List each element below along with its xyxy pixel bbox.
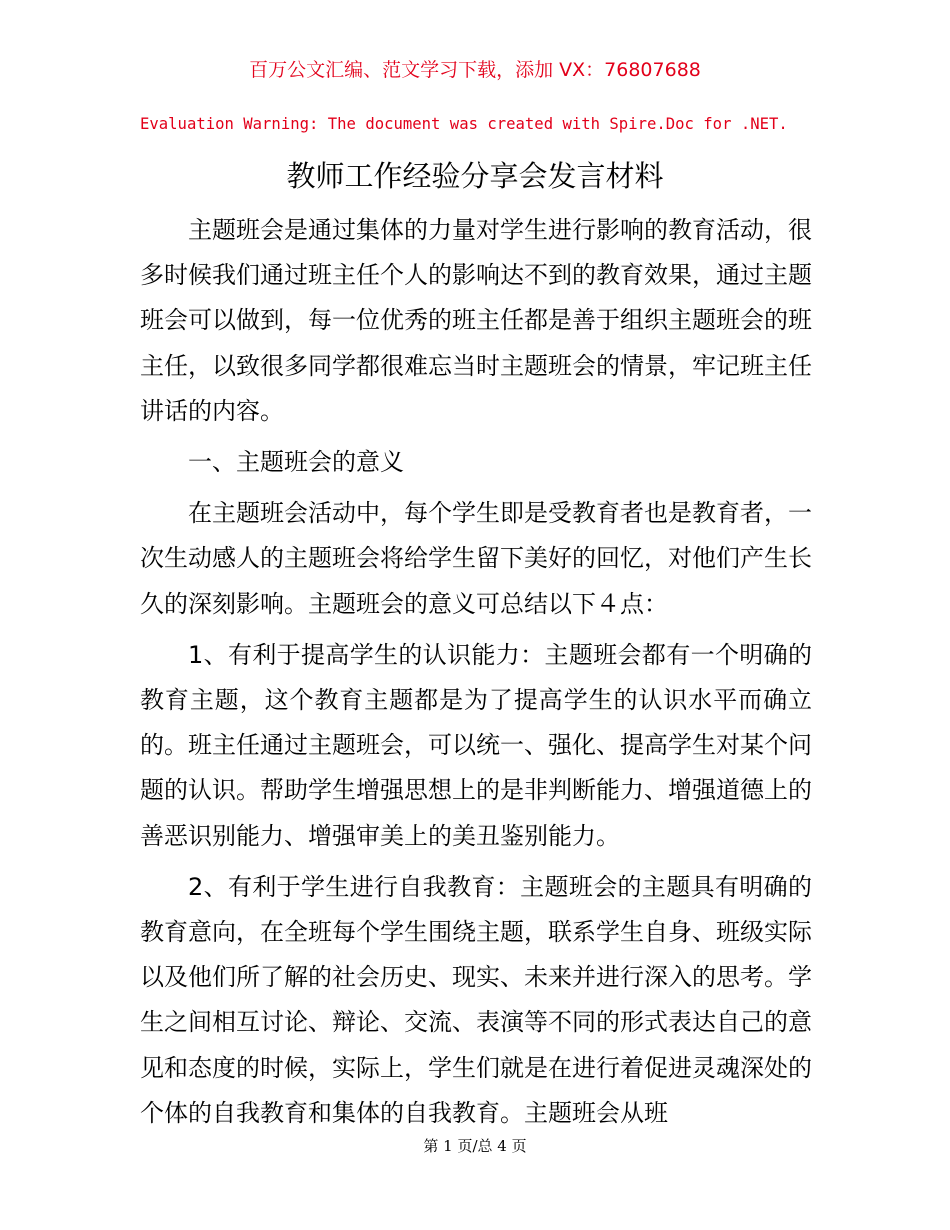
document-title: 教师工作经验分享会发言材料 <box>286 159 664 193</box>
document-body <box>140 208 812 1142</box>
paragraph-point-2: 2、有利于学生进行自我教育：主题班会的主题具有明确的教育意向，在全班每个学生围绕主题，联系学生自身、班级实际以及他们所了解的社会历史、现实、未来并进行深入的思考。学生之间相互讨论、辩论、交流、表演等不同的形式表达自己的意见和态度的时候，实际上，学生们就是在进行着促进灵魂深处的个体的自我教育和集体的自我教育。主题班会从班 <box>140 872 812 1127</box>
evaluation-warning: Evaluation Warning: The document was created with Spire.Doc for .NET. <box>140 115 788 133</box>
header-ad-text: 百万公文汇编、范文学习下载，添加 VX：76807688 <box>249 59 701 81</box>
paragraph-point-1: 1、有利于提高学生的认识能力：主题班会都有一个明确的教育主题，这个教育主题都是为了提高学生的认识水平而确立的。班主任通过主题班会，可以统一、强化、提高学生对某个问题的认识。帮助学生增强思想上的是非判断能力、增强道德上的善恶识别能力、增强审美上的美丑鉴别能力。 <box>140 640 812 850</box>
paragraph-intro: 主题班会是通过集体的力量对学生进行影响的教育活动，很多时候我们通过班主任个人的影响达不到的教育效果，通过主题班会可以做到，每一位优秀的班主任都是善于组织主题班会的班主任，以致很多同学都很难忘当时主题班会的情景，牢记班主任讲话的内容。 <box>140 216 812 425</box>
section-heading: 一、主题班会的意义 <box>188 448 404 477</box>
paragraph-meaning: 在主题班会活动中，每个学生即是受教育者也是教育者，一次生动感人的主题班会将给学生留下美好的回忆，对他们产生长久的深刻影响。主题班会的意义可总结以下４点： <box>140 499 812 618</box>
page-number: 第 1 页/总 4 页 <box>423 1137 527 1155</box>
